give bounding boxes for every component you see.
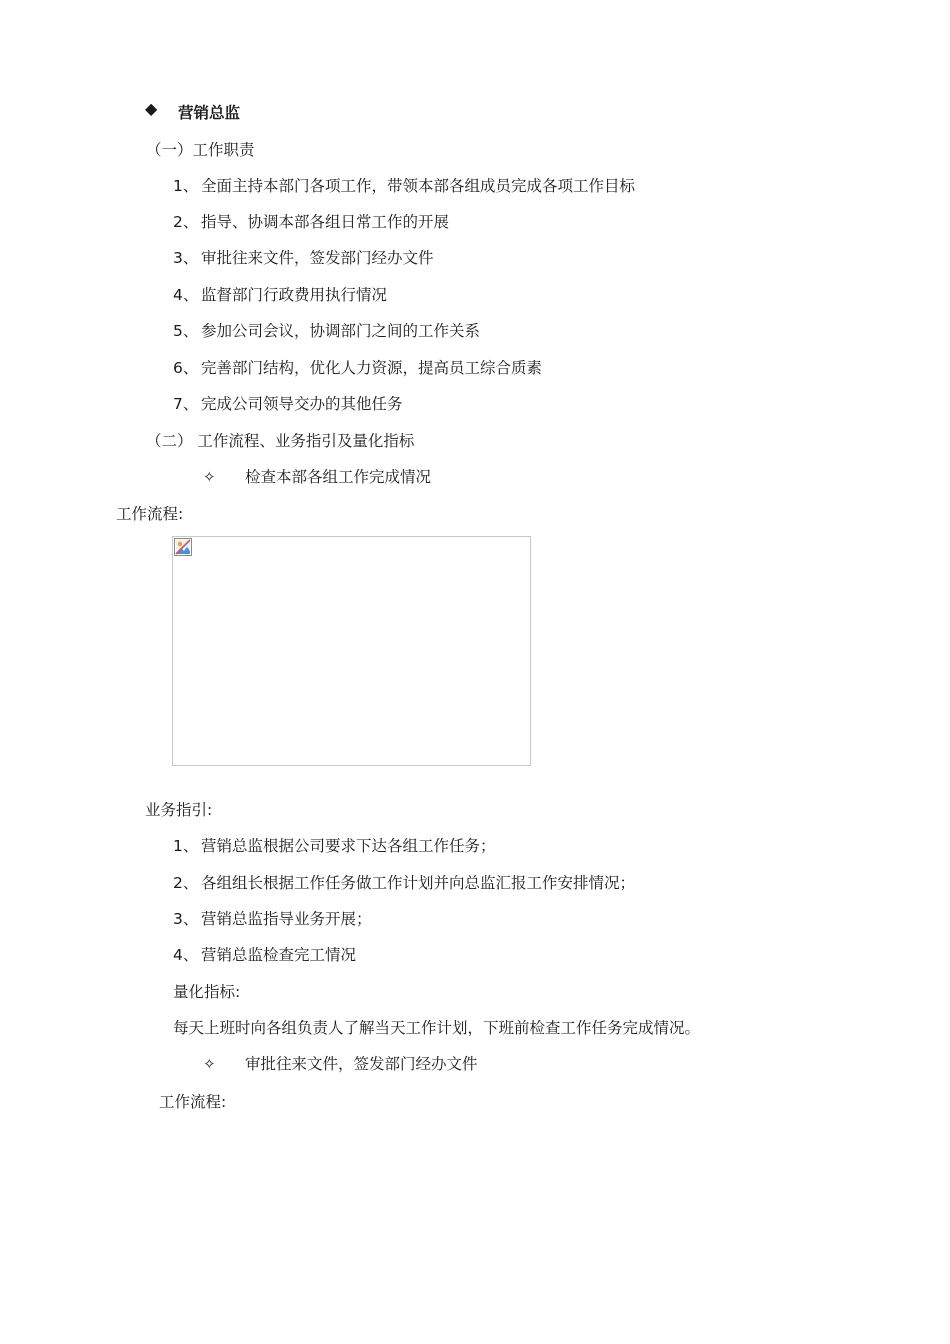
list-item-number: 3、 — [173, 249, 199, 267]
list-item-number: 4、 — [173, 286, 199, 304]
list-item — [173, 873, 635, 893]
list-item-number: 2、 — [173, 213, 199, 231]
subsection-1-title: 检查本部各组工作完成情况 — [245, 468, 432, 486]
list-item-text: 完善部门结构，优化人力资源，提高员工综合质素 — [201, 359, 543, 377]
list-item — [173, 321, 480, 341]
list-item-text: 指导、协调本部各组日常工作的开展 — [201, 213, 450, 231]
list-item — [173, 248, 434, 268]
list-item — [173, 212, 449, 232]
list-item-text: 审批往来文件，签发部门经办文件 — [201, 249, 434, 267]
subsection-2-title: 审批往来文件，签发部门经办文件 — [245, 1055, 478, 1073]
quantitative-label: 量化指标: — [173, 983, 241, 1001]
list-item-number: 3、 — [173, 910, 199, 928]
workflow-label: 工作流程: — [159, 1093, 227, 1111]
list-item-number: 4、 — [173, 946, 199, 964]
workflow-label: 工作流程: — [116, 505, 184, 523]
list-item — [173, 394, 403, 414]
list-item-text: 完成公司领导交办的其他任务 — [201, 395, 403, 413]
section-1-title: （一）工作职责 — [146, 141, 255, 159]
list-item-number: 2、 — [173, 874, 199, 892]
diamond-bullet-icon: ◆ — [145, 99, 158, 118]
list-item — [173, 176, 635, 196]
list-item — [173, 358, 542, 378]
list-item-number: 5、 — [173, 322, 199, 340]
list-item-text: 各组组长根据工作任务做工作计划并向总监汇报工作安排情况； — [201, 874, 636, 892]
list-item-text: 监督部门行政费用执行情况 — [201, 286, 388, 304]
sparkle-bullet-icon: ✧ — [203, 1055, 216, 1073]
list-item — [173, 836, 496, 856]
list-item-number: 6、 — [173, 359, 199, 377]
guide-label: 业务指引: — [145, 801, 213, 819]
section-2-title: （二） 工作流程、业务指引及量化指标 — [146, 432, 415, 450]
list-item-number: 7、 — [173, 395, 199, 413]
list-item-number: 1、 — [173, 177, 199, 195]
sparkle-bullet-icon: ✧ — [203, 468, 216, 486]
list-item — [173, 285, 387, 305]
quantitative-text: 每天上班时向各组负责人了解当天工作计划，下班前检查工作任务完成情况。 — [173, 1019, 701, 1037]
list-item-text: 营销总监检查完工情况 — [201, 946, 357, 964]
list-item-text: 全面主持本部门各项工作，带领本部各组成员完成各项工作目标 — [201, 177, 636, 195]
list-item-text: 营销总监指导业务开展； — [201, 910, 372, 928]
section-heading: 营销总监 — [178, 104, 241, 122]
workflow-diagram-image — [172, 536, 531, 766]
list-item-text: 营销总监根据公司要求下达各组工作任务； — [201, 837, 496, 855]
broken-image-icon — [174, 538, 192, 556]
list-item-number: 1、 — [173, 837, 199, 855]
list-item — [173, 945, 356, 965]
list-item-text: 参加公司会议，协调部门之间的工作关系 — [201, 322, 481, 340]
list-item — [173, 909, 372, 929]
